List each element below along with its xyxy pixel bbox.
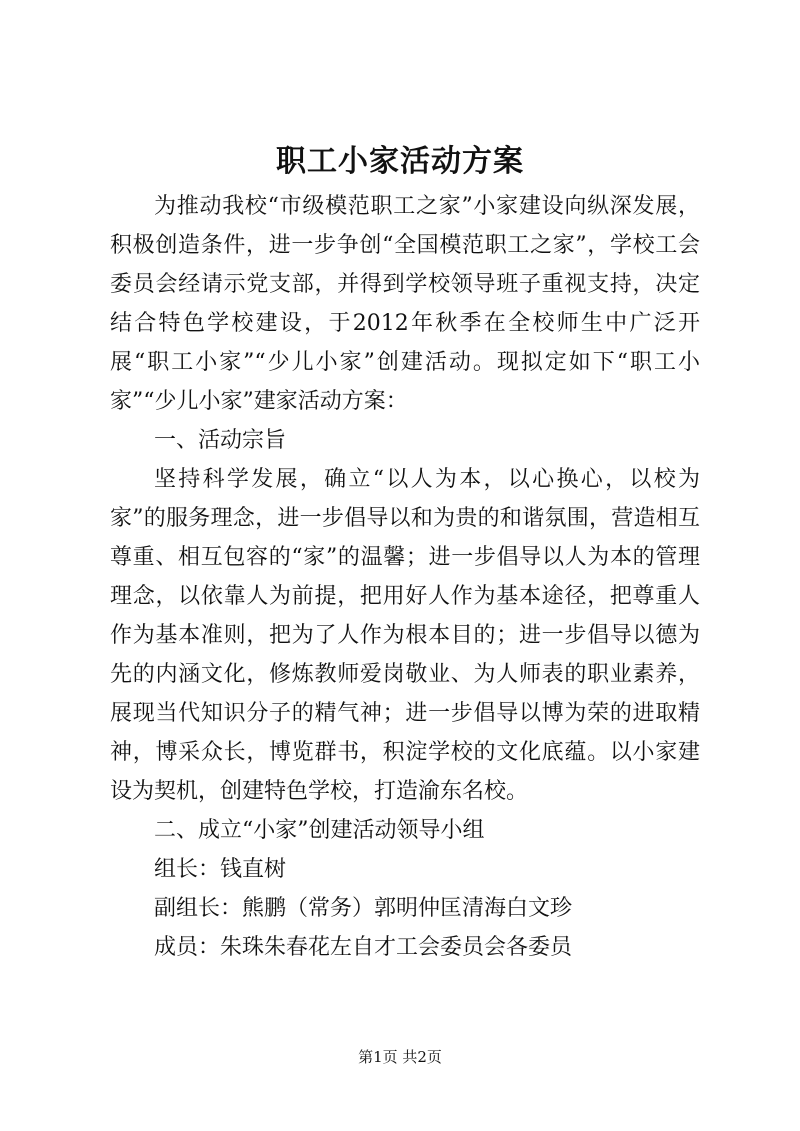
leader-line: 组长：钱直树 <box>154 857 287 882</box>
paragraph-purpose: 坚持科学发展，确立“以人为本，以心换心，以校为家”的服务理念，进一步倡导以和为贵的和谐氛围，营造相互尊重、相互包容的“家”的温馨；进一步倡导以人为本的管理理念，以依靠人为前提，把用好人作为基本途径，把尊重人作为基本准则，把为了人作为根本目的；进一步倡导以德为先的内涵文化，修炼教师爱岗敬业、为人师表的职业素养，展现当代知识分子的精气神；进一步倡导以博为荣的进取精神，博采众长，博览群书，积淀学校的文化底蕴。以小家建设为契机，创建特色学校，打造渝东名校。 <box>110 467 700 804</box>
paragraph-intro: 为推动我校“市级模范职工之家”小家建设向纵深发展，积极创造条件，进一步争创“全国模范职工之家”，学校工会委员会经请示党支部，并得到学校领导班子重视支持，决定结合特色学校建设，于2012年秋季在全校师生中广泛开展“职工小家”“少儿小家”创建活动。现拟定如下“职工小家”“少儿小家”建家活动方案： <box>110 194 700 414</box>
document-title: 职工小家活动方案 <box>276 144 524 179</box>
section-heading-leadership: 二、成立“小家”创建活动领导小组 <box>154 818 485 843</box>
document-body <box>110 187 700 967</box>
page-footer: 第1页 共2页 <box>358 1048 442 1066</box>
members-line: 成员：朱珠朱春花左自才工会委员会各委员 <box>154 935 573 960</box>
section-heading-purpose: 一、活动宗旨 <box>154 428 287 453</box>
deputy-leader-line: 副组长：熊鹏（常务）郭明仲匡清海白文珍 <box>154 896 573 921</box>
